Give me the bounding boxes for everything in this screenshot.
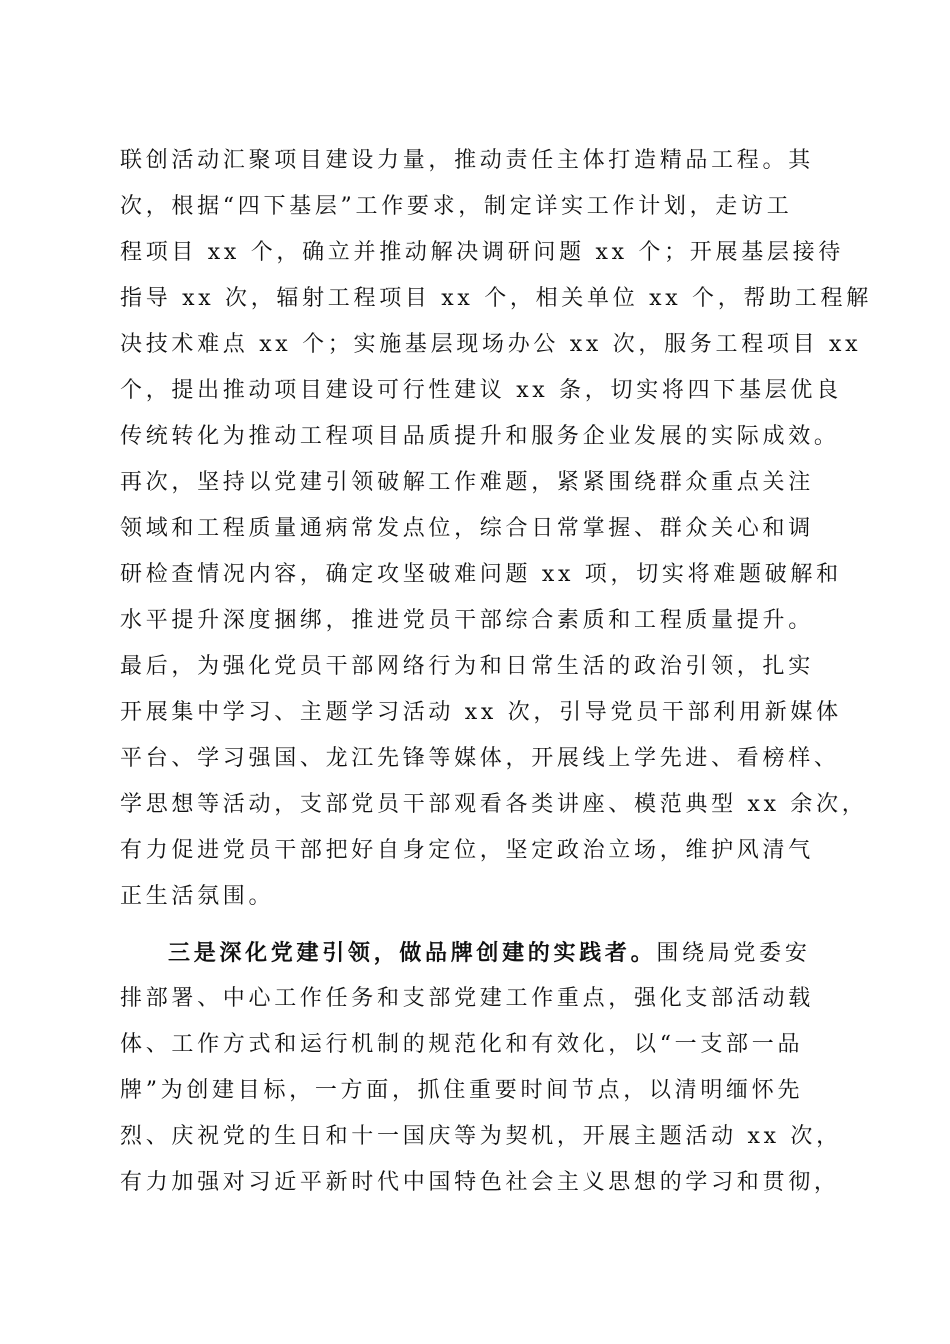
text-line: 有力促进党员干部把好自身定位，坚定政治立场，维护风清气 (120, 838, 814, 863)
text-line: 排部署、中心工作任务和支部党建工作重点，强化支部活动载 (120, 986, 814, 1011)
paragraph-lead-rest: 围绕局党委安 (656, 941, 811, 966)
text-line: 正生活氛围。 (120, 884, 275, 909)
document-body (120, 138, 872, 1206)
text-line: 最后，为强化党员干部网络行为和日常生活的政治引领，扎实 (120, 654, 814, 679)
paragraph-lead: 三是深化党建引领，做品牌创建的实践者。 (168, 940, 657, 966)
text-line: 程项目 xx 个，确立并推动解决调研问题 xx 个；开展基层接待 (120, 240, 845, 265)
text-line: 烈、庆祝党的生日和十一国庆等为契机，开展主题活动 xx 次， (120, 1124, 842, 1149)
text-line: 指导 xx 次，辐射工程项目 xx 个，相关单位 xx 个，帮助工程解 (120, 286, 872, 311)
text-line: 体、工作方式和运行机制的规范化和有效化，以“一支部一品 (120, 1032, 804, 1057)
text-line: 研检查情况内容，确定攻坚破难问题 xx 项，切实将难题破解和 (120, 562, 842, 587)
text-line: 开展集中学习、主题学习活动 xx 次，引导党员干部利用新媒体 (120, 700, 842, 725)
text-line: 领域和工程质量通病常发点位，综合日常掌握、群众关心和调 (120, 516, 814, 541)
text-line: 水平提升深度捆绑，推进党员干部综合素质和工程质量提升。 (120, 608, 814, 633)
text-line: 学思想等活动，支部党员干部观看各类讲座、模范典型 xx 余次， (120, 792, 868, 817)
text-line: 决技术难点 xx 个；实施基层现场办公 xx 次，服务工程项目 xx (120, 332, 862, 357)
text-line: 再次，坚持以党建引领破解工作难题，紧紧围绕群众重点关注 (120, 470, 814, 495)
text-line: 联创活动汇聚项目建设力量，推动责任主体打造精品工程。其 (120, 148, 814, 173)
text-line: 个，提出推动项目建设可行性建议 xx 条，切实将四下基层优良 (120, 378, 842, 403)
text-line: 有力加强对习近平新时代中国特色社会主义思想的学习和贯彻， (120, 1170, 840, 1195)
text-line: 次，根据“四下基层”工作要求，制定详实工作计划，走访工 (120, 194, 793, 219)
paragraph-first-line (120, 930, 840, 976)
text-line: 牌”为创建目标，一方面，抓住重要时间节点，以清明缅怀先 (120, 1078, 804, 1103)
text-line: 平台、学习强国、龙江先锋等媒体，开展线上学先进、看榜样、 (120, 746, 840, 771)
text-line: 传统转化为推动工程项目品质提升和服务企业发展的实际成效。 (120, 424, 840, 449)
